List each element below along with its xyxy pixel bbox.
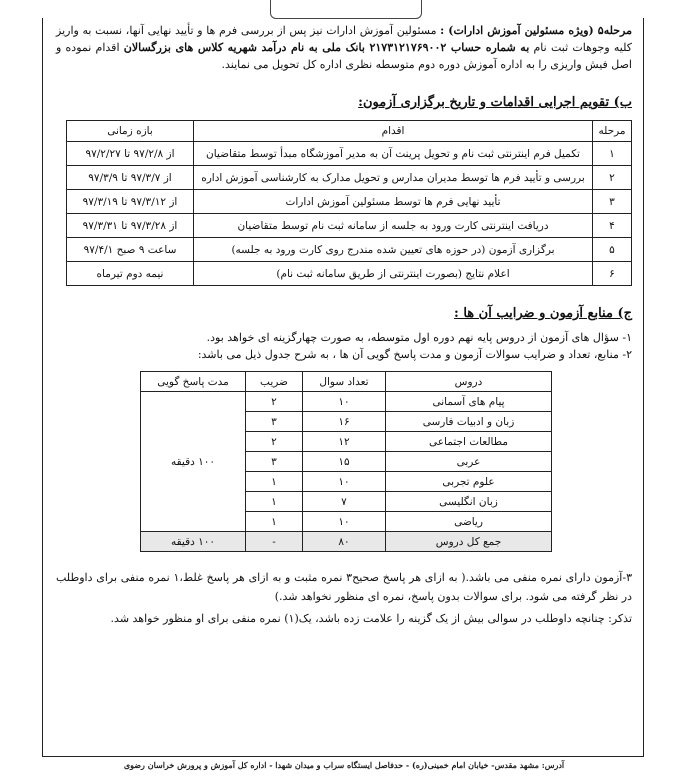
count-cell: ۷: [303, 492, 386, 512]
exam-header-duration: مدت پاسخ گویی: [141, 372, 246, 392]
stage-time: ساعت ۹ صبح ۹۷/۴/۱: [67, 238, 194, 262]
exam-header-subject: دروس: [386, 372, 552, 392]
subject-cell: زبان و ادبیات فارسی: [386, 412, 552, 432]
count-cell: ۱۰: [303, 512, 386, 532]
exam-header-count: تعداد سوال: [303, 372, 386, 392]
stage5-text1: مسئولین آموزش ادارات نیز پس از بررسی فرم ها و تأیید نهایی آنها، نسبت به واریز کلیه وجوهات ثبت نام: [56, 24, 632, 54]
stage-number: ۶: [593, 262, 632, 286]
subject-cell: مطالعات اجتماعی: [386, 432, 552, 452]
table-row: [67, 238, 632, 262]
stage-time: از ۹۷/۳/۲۸ تا ۹۷/۳/۳۱: [67, 214, 194, 238]
stage-number: ۲: [593, 166, 632, 190]
stage5-paragraph: [56, 22, 632, 73]
total-label: جمع کل دروس: [386, 532, 552, 552]
stage-action: بررسی و تأیید فرم ها توسط مدیران مدارس و تحویل مدارک به کارشناسی آموزش اداره: [194, 166, 593, 190]
schedule-header-row: [67, 121, 632, 142]
coef-cell: ۱: [246, 512, 303, 532]
total-row: [141, 532, 552, 552]
coef-cell: ۱: [246, 492, 303, 512]
stage5-text2: اقدام نموده و اصل فیش واریزی را به اداره آموزش دوره دوم متوسطه نظری اداره کل تحویل می نمایند.: [56, 41, 632, 71]
subject-cell: عربی: [386, 452, 552, 472]
schedule-header-action: اقدام: [194, 121, 593, 142]
stage-action: تأیید نهایی فرم ها توسط مسئولین آموزش ادارات: [194, 190, 593, 214]
note-text: تذکر: چنانچه داوطلب در سوالی بیش از یک گزینه را علامت زده باشد، یک(۱) نمره منفی برای او منظور خواهد شد.: [110, 612, 632, 625]
stage-action: تکمیل فرم اینترنتی ثبت نام و تحویل پرینت آن به مدیر آموزشگاه مبدأ توسط متقاضیان: [194, 142, 593, 166]
table-row: [141, 392, 552, 412]
stage-number: ۳: [593, 190, 632, 214]
table-row: [67, 142, 632, 166]
stage-action: برگزاری آزمون (در حوزه های تعیین شده مندرج روی کارت ورود به جلسه): [194, 238, 593, 262]
coef-cell: ۱: [246, 472, 303, 492]
count-cell: ۱۰: [303, 472, 386, 492]
stage-number: ۵: [593, 238, 632, 262]
section-c-title: ج) منابع آزمون و ضرایب آن ها :: [454, 306, 632, 321]
stage-number: ۱: [593, 142, 632, 166]
item-3-negative-marking: ۳-آزمون دارای نمره منفی می باشد.( به ازای هر پاسخ صحیح۳ نمره مثبت و به ازای هر پاسخ غلط،۱ نمره منفی برای داوطلب در نظر گرفته می شود. برای سوالات بدون پاسخ، نمره ای منظور نخواهد شد.): [56, 571, 632, 603]
coef-cell: ۳: [246, 452, 303, 472]
exam-header-row: [141, 372, 552, 392]
schedule-table: [66, 120, 632, 286]
account-info: به شماره حساب ۲۱۷۳۱۲۱۷۶۹۰۰۲ بانک ملی به نام درآمد شهریه کلاس های بزرگسالان: [123, 41, 530, 54]
count-cell: ۱۶: [303, 412, 386, 432]
stage-number: ۴: [593, 214, 632, 238]
stage-time: از ۹۷/۲/۸ تا ۹۷/۲/۲۷: [67, 142, 194, 166]
table-row: [67, 262, 632, 286]
schedule-header-stage: مرحله: [593, 121, 632, 142]
table-row: [67, 166, 632, 190]
schedule-header-time: بازه زمانی: [67, 121, 194, 142]
header-ornament: [270, 0, 422, 19]
stage-action: اعلام نتایج (بصورت اینترنتی از طریق سامانه ثبت نام): [194, 262, 593, 286]
page-content: [56, 22, 632, 627]
c-item-1: ۱- سؤال های آزمون از دروس پایه نهم دوره اول متوسطه، به صورت چهارگزینه ای خواهد بود.: [206, 331, 632, 344]
table-row: [67, 214, 632, 238]
subject-cell: پیام های آسمانی: [386, 392, 552, 412]
stage-time: از ۹۷/۳/۷ تا ۹۷/۳/۹: [67, 166, 194, 190]
total-duration: ۱۰۰ دقیقه: [141, 532, 246, 552]
stage5-title: مرحله۵ (ویژه مسئولین آموزش ادارات) :: [440, 24, 632, 37]
coef-cell: ۲: [246, 392, 303, 412]
count-cell: ۱۵: [303, 452, 386, 472]
section-b-title: ب) تقویم اجرایی اقدامات و تاریخ برگزاری آزمون:: [358, 95, 632, 110]
table-row: [67, 190, 632, 214]
stage-time: از ۹۷/۳/۱۲ تا ۹۷/۳/۱۹: [67, 190, 194, 214]
subject-cell: ریاضی: [386, 512, 552, 532]
exam-header-coef: ضریب: [246, 372, 303, 392]
duration-cell: ۱۰۰ دقیقه: [141, 392, 246, 532]
footer-address: آدرس: مشهد مقدس- خیابان امام خمینی(ره) - حدفاصل ایستگاه سراب و میدان شهدا - اداره کل آموزش و پرورش خراسان رضوی: [123, 760, 565, 770]
total-count: ۸۰: [303, 532, 386, 552]
stage-action: دریافت اینترنتی کارت ورود به جلسه از سامانه ثبت نام توسط متقاضیان: [194, 214, 593, 238]
total-coef: -: [246, 532, 303, 552]
c-item-2: ۲- منابع، تعداد و ضرایب سوالات آزمون و مدت پاسخ گویی آن ها ، به شرح جدول ذیل می باشد:: [197, 348, 632, 361]
subject-cell: زبان انگلیسی: [386, 492, 552, 512]
coef-cell: ۳: [246, 412, 303, 432]
coef-cell: ۲: [246, 432, 303, 452]
exam-table: [140, 371, 552, 552]
stage-time: نیمه دوم تیرماه: [67, 262, 194, 286]
subject-cell: علوم تجربی: [386, 472, 552, 492]
count-cell: ۱۲: [303, 432, 386, 452]
count-cell: ۱۰: [303, 392, 386, 412]
